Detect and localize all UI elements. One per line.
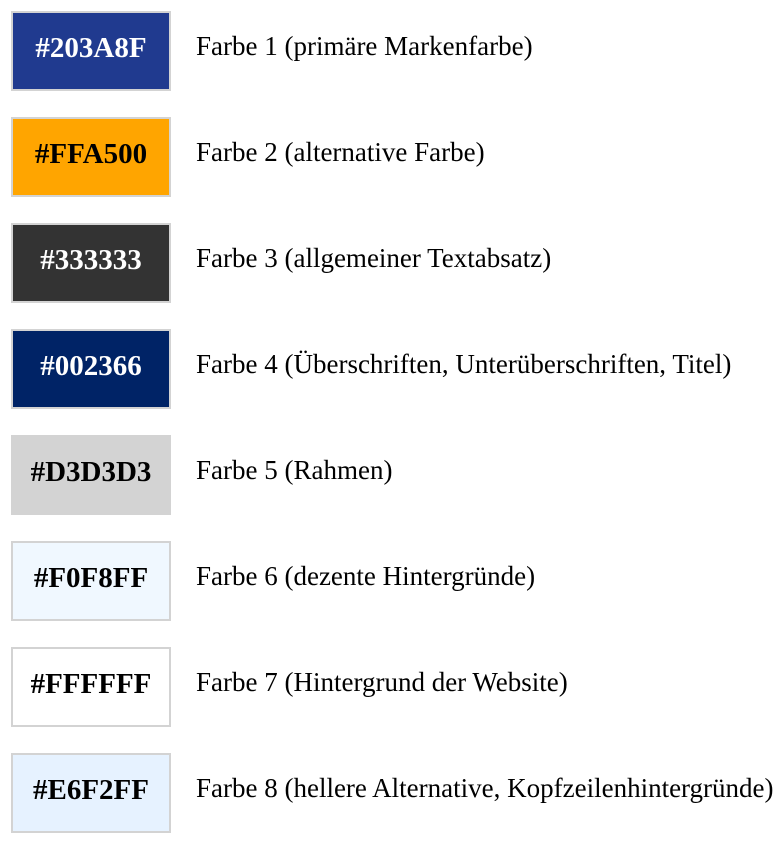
palette-row	[11, 117, 776, 197]
swatch-hex-code: #333333	[40, 243, 142, 276]
swatch-hex-code: #203A8F	[35, 31, 147, 64]
swatch-description: Farbe 6 (dezente Hintergründe)	[196, 560, 536, 591]
swatch-hex-code: #002366	[40, 349, 142, 382]
color-swatch	[11, 753, 171, 833]
swatch-description: Farbe 5 (Rahmen)	[196, 454, 393, 485]
palette-row	[11, 647, 776, 727]
color-swatch	[11, 329, 171, 409]
color-swatch	[11, 435, 171, 515]
color-swatch	[11, 223, 171, 303]
swatch-description: Farbe 2 (alternative Farbe)	[196, 136, 485, 167]
swatch-description: Farbe 3 (allgemeiner Textabsatz)	[196, 242, 552, 273]
color-swatch	[11, 541, 171, 621]
palette-row	[11, 435, 776, 515]
palette-row	[11, 329, 776, 409]
swatch-description: Farbe 4 (Überschriften, Unterüberschriften, Titel)	[196, 348, 732, 379]
color-swatch	[11, 11, 171, 91]
palette-row	[11, 11, 776, 91]
swatch-hex-code: #F0F8FF	[33, 561, 149, 594]
palette-row	[11, 541, 776, 621]
swatch-hex-code: #E6F2FF	[33, 773, 149, 806]
swatch-description: Farbe 7 (Hintergrund der Website)	[196, 666, 568, 697]
swatch-description: Farbe 1 (primäre Markenfarbe)	[196, 30, 533, 61]
swatch-hex-code: #D3D3D3	[30, 455, 152, 488]
palette-row	[11, 753, 776, 833]
palette-row	[11, 223, 776, 303]
swatch-description: Farbe 8 (hellere Alternative, Kopfzeilenhintergründe)	[196, 772, 774, 803]
color-swatch	[11, 647, 171, 727]
color-swatch	[11, 117, 171, 197]
swatch-hex-code: #FFA500	[34, 137, 148, 170]
swatch-hex-code: #FFFFFF	[30, 667, 152, 700]
